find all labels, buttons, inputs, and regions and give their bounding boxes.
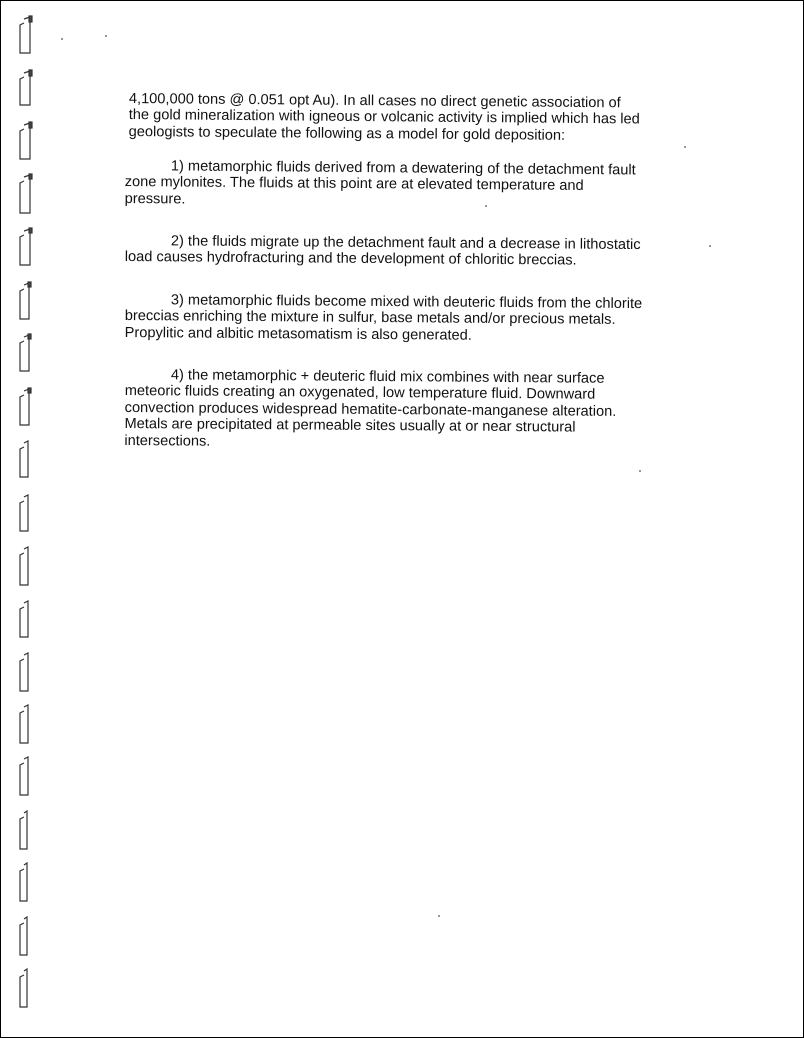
- binder-hole-marks: [16, 1, 40, 1037]
- paragraph-intro: 4,100,000 tons @ 0.051 opt Au). In all cases no direct genetic association of the gold mineralization with igneous or volcanic activity is implied which has led geologists to speculate the following as a model for gold deposition:: [128, 91, 640, 144]
- paragraph-step-4: [124, 367, 715, 454]
- paragraph-step-4-text: 4) the metamorphic + deuteric fluid mix combines with near surface meteoric fluids creating an oxygenated, low temperature fluid. Downward convection produces widespread hematite-carbonate-manganese alteration. Metals are precipitated at permeable sites usually at or near structural intersections.: [124, 367, 617, 450]
- paragraph-step-2-text: 2) the fluids migrate up the detachment fault and a decrease in lithostatic load causes hydrofracturing and the development of chloritic breccias.: [124, 233, 641, 270]
- scan-speck: [438, 915, 440, 917]
- paragraph-step-1: [125, 158, 715, 212]
- paragraph-step-3-text: 3) metamorphic fluids become mixed with deuteric fluids from the chlorite breccias enriching the mixture in sulfur, base metals and/or precious metals. Propylitic and albitic metasomatism is also generated.: [124, 292, 643, 344]
- scan-speck: [639, 470, 641, 472]
- scan-speck: [61, 38, 63, 40]
- binder-hole-mark: [20, 16, 32, 1007]
- scan-speck: [105, 35, 107, 37]
- paragraph-step-2: [125, 233, 715, 270]
- document-body: [125, 91, 715, 450]
- paragraph-step-3: [125, 292, 715, 346]
- paragraph-step-1-text: 1) metamorphic fluids derived from a dewatering of the detachment fault zone mylonites. The fluids at this point are at elevated temperature and pressure.: [124, 158, 636, 208]
